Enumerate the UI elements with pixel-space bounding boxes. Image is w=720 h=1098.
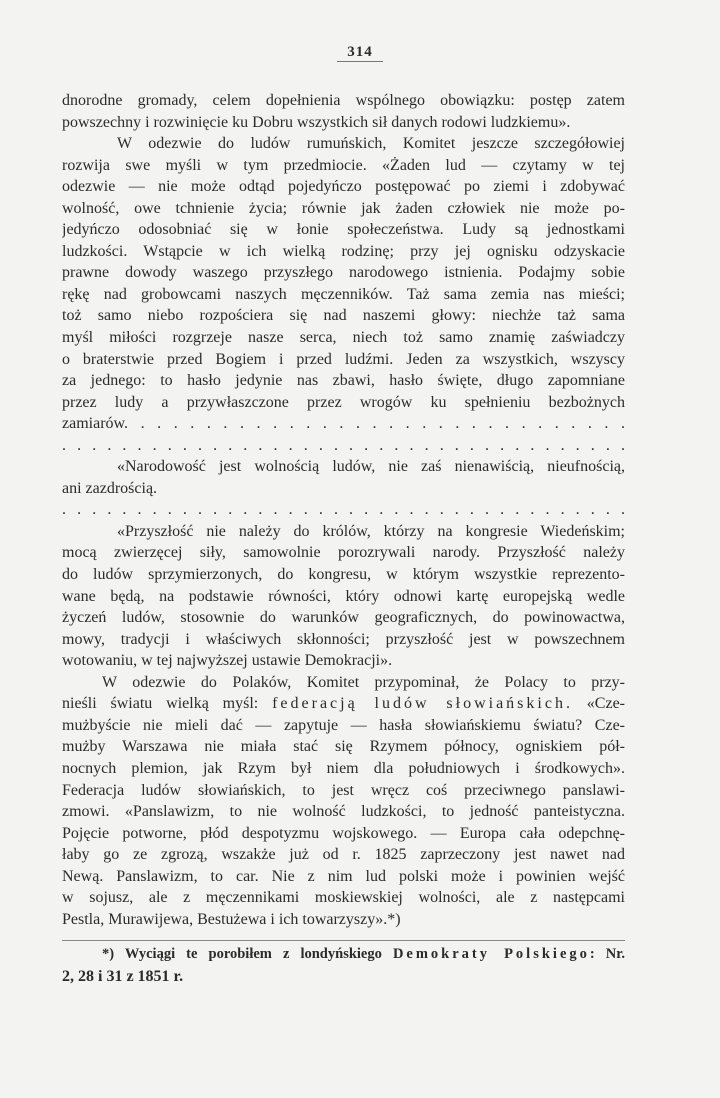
text-fragment: «Cze- xyxy=(572,695,625,713)
ellipsis-line: . . . . . . . . . . . . . . . . . . . . . . . . . . . . . . . . . . . . . . xyxy=(62,501,625,519)
text-line: mocą zwierzęcej siły, samowolnie porozrywali narody. Przyszłość należy xyxy=(62,544,625,562)
text-line: powszechny i rozwinięcie ku Dobru wszystkich sił danych rodowi ludzkiemu». xyxy=(62,113,571,131)
text-line: rękę nad grobowcami naszych męczenników. Taż sama zemia nas mieści; xyxy=(62,285,625,303)
footnote-prefix: *) Wyciągi te porobiłem z londyńskiego xyxy=(102,946,393,962)
text-line: ludzkości. Wstąpcie w ich wielką rodzinę; przy jej ognisku odzyskacie xyxy=(62,242,625,260)
text-line: życzeń ludów, stosownie do warunków geograficznych, do powinowactwa, xyxy=(62,609,625,627)
text-line: myśl miłości rozgrzeje nasze serca, niech toż samo znamię zaświadczy xyxy=(62,329,625,347)
text-line: mowy, tradycji i właściwych skłonności; przyszłość jest w powszechnem xyxy=(62,630,625,648)
text-line: dnorodne gromady, celem dopełnienia wspólnego obowiązku: postęp zatem xyxy=(62,92,625,109)
text-line: wolność, owe tchnienie życia; równie jak żaden człowiek nie może po- xyxy=(62,199,625,217)
body-text xyxy=(62,90,625,930)
text-line: w sojusz, ale z męczennikami moskiewskiej wolności, ale z następcami xyxy=(62,889,625,907)
text-line: «Narodowość jest wolnością ludów, nie zaś nienawiścią, nieufnością, xyxy=(117,458,625,476)
text-line: Federacja ludów słowiańskich, to jest wręcz coś przeciwnego panslawi- xyxy=(62,781,625,799)
text-line: ani zazdrością. xyxy=(62,479,158,497)
text-line: wotowaniu, w tej najwyższej ustawie Demokracji». xyxy=(62,652,393,670)
text-line: «Przyszłość nie należy do królów, którzy na kongresie Wiedeńskim; xyxy=(117,522,625,540)
text-line: łaby go ze zgrozą, wszakże już od r. 1825 zaprzeczony jest nawet nad xyxy=(62,846,625,864)
ellipsis-line: . . . . . . . . . . . . . . . . . . . . . . . . . . . . . . . . . . . . . . xyxy=(62,436,625,454)
text-line: mużby Warszawa nie miała stać się Rzymem północy, ogniskiem pół- xyxy=(62,738,625,756)
spaced-phrase: federacją ludów słowiańskich. xyxy=(272,695,573,713)
footnote-suffix: : Nr. xyxy=(589,946,625,962)
text-line: nocnych plemion, jak Rzym był niem dla południowych i środkowych». xyxy=(62,759,625,777)
text-line: odezwie — nie może odtąd pojedyńczo postępować po ziemi i zdobywać xyxy=(62,178,625,196)
footnote xyxy=(62,944,625,987)
text-line: jedyńczo odosobniać się w łonie społeczeństwa. Ludy są jednostkami xyxy=(62,221,625,239)
text-line: wane będą, na podstawie równości, który odnowi kartę europejską wedle xyxy=(62,587,625,605)
text-line: Newą. Panslawizm, to car. Nie z nim lud polski może i powinien wejść xyxy=(62,867,625,885)
text-line: W odezwie do Polaków, Komitet przypominał, że Polacy to przy- xyxy=(102,673,625,691)
text-line: przez ludy a przywłaszczone przez wrogów ku spełnieniu bezbożnych xyxy=(62,393,625,411)
text-line: Pojęcie potworne, płód despotyzmu wojskowego. — Europa cała odepchnę- xyxy=(62,824,625,842)
text-line: W odezwie do ludów rumuńskich, Komitet jeszcze szczegółowiej xyxy=(117,135,625,153)
text-line: zamiarów. . . . . . . . . . . . . . . . . . . . . . . . . . . . . . . xyxy=(62,415,625,433)
text-fragment: nieśli światu wielką myśl: xyxy=(62,695,273,713)
text-line: za jednego: to hasło jedynie nas zbawi, hasło święte, długo zapomniane xyxy=(62,372,625,390)
text-line: zmowi. «Panslawizm, to nie wolność ludzkości, to jedność panteistyczna. xyxy=(62,803,625,821)
text-line: toż samo niebo rozpościera się nad naszemi głowy: niechże taż sama xyxy=(62,307,625,325)
footnote-line xyxy=(62,944,625,966)
text-line: mużbyście nie mieli dać — zapytuje — hasła słowiańskiemu światu? Cze- xyxy=(62,716,625,734)
text-line: Pestla, Murawijewa, Bestużewa i ich towarzyszy».*) xyxy=(62,910,401,928)
text-line: do ludów sprzymierzonych, do kongresu, w którym wszystkie reprezento- xyxy=(62,566,625,584)
text-line: rozwija swe myśli w tym przedmiocie. «Żaden lud — czytamy w tej xyxy=(62,156,625,174)
text-line: o braterstwie przed Bogiem i przed ludźmi. Jeden za wszystkich, wszyscy xyxy=(62,350,625,368)
footnote-spaced-title: Demokraty Polskiego xyxy=(392,946,590,962)
text-line: prawne dowody waszego przyszłego narodowego istnienia. Podajmy sobie xyxy=(62,264,625,282)
text-line xyxy=(62,693,625,715)
footnote-line: 2, 28 i 31 z 1851 r. xyxy=(62,967,184,985)
page-number: 314 xyxy=(0,44,720,61)
footnote-divider xyxy=(62,940,625,941)
